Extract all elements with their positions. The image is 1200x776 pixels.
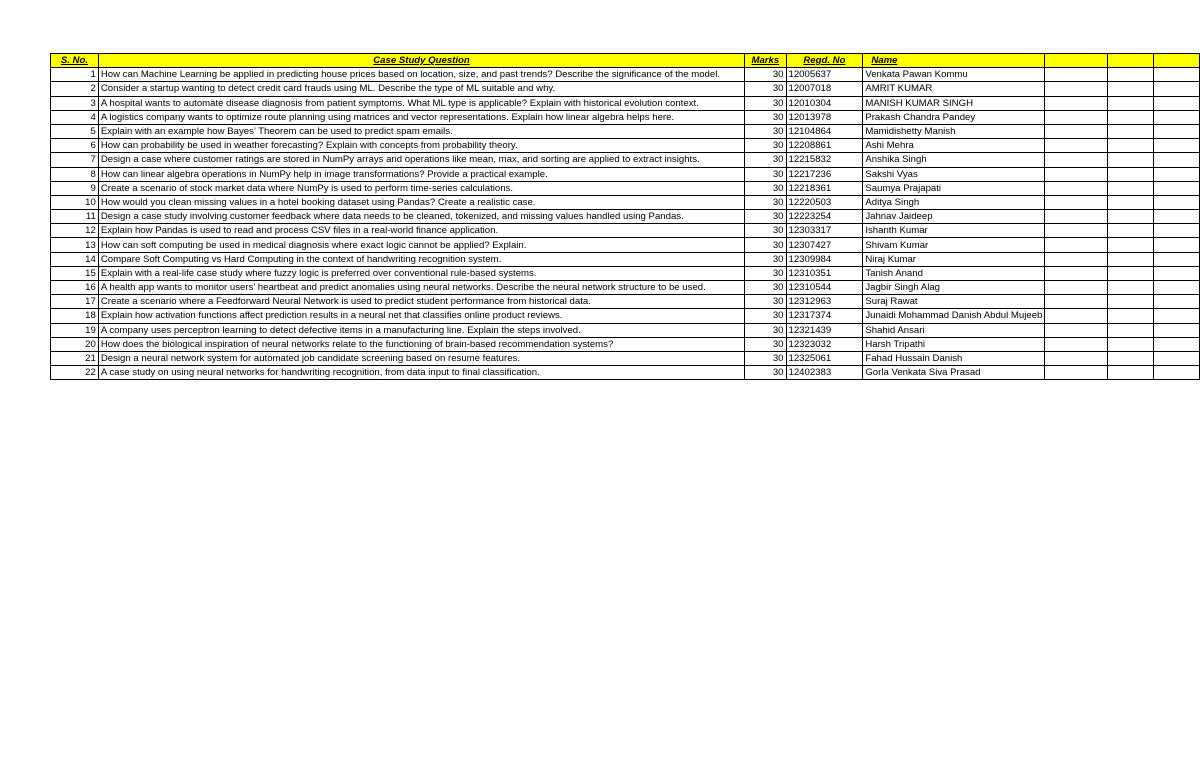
name-cell[interactable]: Aditya Singh: [863, 195, 1045, 209]
case-study-sheet: [50, 53, 1200, 380]
sno-cell[interactable]: 11: [51, 210, 99, 224]
header-sno[interactable]: S. No.: [51, 54, 99, 68]
empty-cell[interactable]: [1108, 252, 1154, 266]
empty-cell[interactable]: [1108, 295, 1154, 309]
sno-cell[interactable]: 19: [51, 323, 99, 337]
empty-cell[interactable]: [1154, 68, 1200, 82]
marks-cell[interactable]: 30: [745, 238, 786, 252]
marks-cell[interactable]: 30: [745, 68, 786, 82]
empty-cell[interactable]: [1108, 366, 1154, 380]
table-row: [51, 252, 1200, 266]
name-cell[interactable]: Venkata Pawan Kommu: [863, 68, 1045, 82]
sno-cell[interactable]: 10: [51, 195, 99, 209]
marks-cell[interactable]: 30: [745, 167, 786, 181]
table-body: [51, 68, 1200, 380]
sno-cell[interactable]: 6: [51, 139, 99, 153]
table-row: [51, 82, 1200, 96]
name-cell[interactable]: Anshika Singh: [863, 153, 1045, 167]
name-cell[interactable]: Shahid Ansari: [863, 323, 1045, 337]
question-cell[interactable]: Design a case study involving customer feedback where data needs to be cleaned, tokenized, and missing values handled using Pandas.: [98, 210, 744, 224]
empty-cell[interactable]: [1108, 68, 1154, 82]
name-cell[interactable]: Ashi Mehra: [863, 139, 1045, 153]
table-row: [51, 337, 1200, 351]
regd-cell[interactable]: 12321439: [786, 323, 863, 337]
marks-cell[interactable]: 30: [745, 195, 786, 209]
name-cell[interactable]: MANISH KUMAR SINGH: [863, 96, 1045, 110]
name-cell[interactable]: AMRIT KUMAR: [863, 82, 1045, 96]
empty-cell[interactable]: [1154, 323, 1200, 337]
empty-cell[interactable]: [1154, 366, 1200, 380]
table-row: [51, 295, 1200, 309]
question-cell[interactable]: How can probability be used in weather forecasting? Explain with concepts from probability theory.: [98, 139, 744, 153]
sno-cell[interactable]: 1: [51, 68, 99, 82]
table-row: [51, 167, 1200, 181]
regd-cell[interactable]: 12218361: [786, 181, 863, 195]
empty-cell[interactable]: [1154, 110, 1200, 124]
empty-cell[interactable]: [1045, 337, 1108, 351]
empty-cell[interactable]: [1045, 167, 1108, 181]
sno-cell[interactable]: 2: [51, 82, 99, 96]
empty-cell[interactable]: [1154, 153, 1200, 167]
empty-cell[interactable]: [1045, 224, 1108, 238]
marks-cell[interactable]: 30: [745, 82, 786, 96]
empty-cell[interactable]: [1108, 153, 1154, 167]
empty-cell[interactable]: [1154, 96, 1200, 110]
empty-cell[interactable]: [1108, 195, 1154, 209]
empty-cell[interactable]: [1154, 281, 1200, 295]
name-cell[interactable]: Harsh Tripathi: [863, 337, 1045, 351]
empty-cell[interactable]: [1045, 295, 1108, 309]
name-cell[interactable]: Jahnav Jaideep: [863, 210, 1045, 224]
empty-cell[interactable]: [1108, 124, 1154, 138]
empty-cell[interactable]: [1154, 238, 1200, 252]
header-regd[interactable]: Regd. No: [786, 54, 863, 68]
empty-cell[interactable]: [1108, 210, 1154, 224]
sno-cell[interactable]: 12: [51, 224, 99, 238]
question-cell[interactable]: Design a neural network system for automated job candidate screening based on resume features.: [98, 351, 744, 365]
empty-cell[interactable]: [1045, 238, 1108, 252]
marks-cell[interactable]: 30: [745, 252, 786, 266]
empty-cell[interactable]: [1154, 337, 1200, 351]
sno-cell[interactable]: 8: [51, 167, 99, 181]
regd-cell[interactable]: 12007018: [786, 82, 863, 96]
sno-cell[interactable]: 13: [51, 238, 99, 252]
sno-cell[interactable]: 5: [51, 124, 99, 138]
empty-cell[interactable]: [1045, 351, 1108, 365]
empty-cell[interactable]: [1108, 281, 1154, 295]
name-cell[interactable]: Saumya Prajapati: [863, 181, 1045, 195]
question-cell[interactable]: How can Machine Learning be applied in predicting house prices based on location, size, and past trends? Describe the significance of the model.: [98, 68, 744, 82]
regd-cell[interactable]: 12104864: [786, 124, 863, 138]
sno-cell[interactable]: 9: [51, 181, 99, 195]
marks-cell[interactable]: 30: [745, 181, 786, 195]
empty-cell[interactable]: [1045, 210, 1108, 224]
empty-cell[interactable]: [1108, 181, 1154, 195]
empty-cell[interactable]: [1154, 195, 1200, 209]
question-cell[interactable]: Explain how Pandas is used to read and process CSV files in a real-world finance application.: [98, 224, 744, 238]
empty-cell[interactable]: [1154, 266, 1200, 280]
header-empty-cell[interactable]: [1045, 54, 1108, 68]
question-cell[interactable]: Explain how activation functions affect prediction results in a neural net that classifies online product reviews.: [98, 309, 744, 323]
table-row: [51, 110, 1200, 124]
marks-cell[interactable]: 30: [745, 323, 786, 337]
name-cell[interactable]: Sakshi Vyas: [863, 167, 1045, 181]
empty-cell[interactable]: [1045, 124, 1108, 138]
name-cell[interactable]: Suraj Rawat: [863, 295, 1045, 309]
marks-cell[interactable]: 30: [745, 266, 786, 280]
empty-cell[interactable]: [1154, 224, 1200, 238]
marks-cell[interactable]: 30: [745, 337, 786, 351]
header-marks[interactable]: Marks: [745, 54, 786, 68]
question-cell[interactable]: How would you clean missing values in a hotel booking dataset using Pandas? Create a realistic case.: [98, 195, 744, 209]
name-cell[interactable]: Gorla Venkata Siva Prasad: [863, 366, 1045, 380]
marks-cell[interactable]: 30: [745, 224, 786, 238]
empty-cell[interactable]: [1108, 309, 1154, 323]
empty-cell[interactable]: [1045, 68, 1108, 82]
name-cell[interactable]: Mamidishetty Manish: [863, 124, 1045, 138]
question-cell[interactable]: A hospital wants to automate disease diagnosis from patient symptoms. What ML type is applicable? Explain with historical evolution context.: [98, 96, 744, 110]
empty-cell[interactable]: [1045, 266, 1108, 280]
header-row: [51, 54, 1200, 68]
marks-cell[interactable]: 30: [745, 139, 786, 153]
empty-cell[interactable]: [1045, 281, 1108, 295]
table-row: [51, 238, 1200, 252]
marks-cell[interactable]: 30: [745, 309, 786, 323]
sno-cell[interactable]: 3: [51, 96, 99, 110]
question-cell[interactable]: Compare Soft Computing vs Hard Computing in the context of handwriting recognition system.: [98, 252, 744, 266]
question-cell[interactable]: Create a scenario of stock market data where NumPy is used to perform time-series calculations.: [98, 181, 744, 195]
table-row: [51, 124, 1200, 138]
empty-cell[interactable]: [1045, 82, 1108, 96]
empty-cell[interactable]: [1108, 266, 1154, 280]
regd-cell[interactable]: 12325061: [786, 351, 863, 365]
regd-cell[interactable]: 12217236: [786, 167, 863, 181]
empty-cell[interactable]: [1108, 139, 1154, 153]
empty-cell[interactable]: [1108, 224, 1154, 238]
name-cell[interactable]: Ishanth Kumar: [863, 224, 1045, 238]
question-cell[interactable]: Explain with a real-life case study where fuzzy logic is preferred over conventional rule-based systems.: [98, 266, 744, 280]
name-cell[interactable]: Junaidi Mohammad Danish Abdul Mujeeb: [863, 309, 1045, 323]
marks-cell[interactable]: 30: [745, 366, 786, 380]
table-row: [51, 210, 1200, 224]
marks-cell[interactable]: 30: [745, 124, 786, 138]
regd-cell[interactable]: 12220503: [786, 195, 863, 209]
regd-cell[interactable]: 12402383: [786, 366, 863, 380]
empty-cell[interactable]: [1045, 252, 1108, 266]
regd-cell[interactable]: 12310351: [786, 266, 863, 280]
sno-cell[interactable]: 17: [51, 295, 99, 309]
empty-cell[interactable]: [1045, 139, 1108, 153]
question-cell[interactable]: A health app wants to monitor users’ heartbeat and predict anomalies using neural networks. Describe the neural network structure to be used.: [98, 281, 744, 295]
marks-cell[interactable]: 30: [745, 96, 786, 110]
empty-cell[interactable]: [1154, 82, 1200, 96]
header-empty-cell[interactable]: [1154, 54, 1200, 68]
table-row: [51, 68, 1200, 82]
sno-cell[interactable]: 4: [51, 110, 99, 124]
empty-cell[interactable]: [1154, 210, 1200, 224]
empty-cell[interactable]: [1045, 181, 1108, 195]
name-cell[interactable]: Prakash Chandra Pandey: [863, 110, 1045, 124]
table-row: [51, 351, 1200, 365]
regd-cell[interactable]: 12309984: [786, 252, 863, 266]
table-row: [51, 366, 1200, 380]
empty-cell[interactable]: [1108, 110, 1154, 124]
header-name[interactable]: Name: [863, 54, 1045, 68]
empty-cell[interactable]: [1045, 96, 1108, 110]
name-cell[interactable]: Fahad Hussain Danish: [863, 351, 1045, 365]
empty-cell[interactable]: [1108, 167, 1154, 181]
table-row: [51, 153, 1200, 167]
empty-cell[interactable]: [1045, 153, 1108, 167]
regd-cell[interactable]: 12323032: [786, 337, 863, 351]
marks-cell[interactable]: 30: [745, 351, 786, 365]
sno-cell[interactable]: 22: [51, 366, 99, 380]
empty-cell[interactable]: [1154, 309, 1200, 323]
regd-cell[interactable]: 12005637: [786, 68, 863, 82]
header-empty-cell[interactable]: [1108, 54, 1154, 68]
empty-cell[interactable]: [1154, 252, 1200, 266]
marks-cell[interactable]: 30: [745, 153, 786, 167]
sno-cell[interactable]: 14: [51, 252, 99, 266]
empty-cell[interactable]: [1154, 295, 1200, 309]
empty-cell[interactable]: [1154, 181, 1200, 195]
table-row: [51, 309, 1200, 323]
marks-cell[interactable]: 30: [745, 110, 786, 124]
empty-cell[interactable]: [1154, 124, 1200, 138]
regd-cell[interactable]: 12317374: [786, 309, 863, 323]
sno-cell[interactable]: 16: [51, 281, 99, 295]
empty-cell[interactable]: [1045, 195, 1108, 209]
empty-cell[interactable]: [1108, 337, 1154, 351]
question-cell[interactable]: Create a scenario where a Feedforward Neural Network is used to predict student performance from historical data.: [98, 295, 744, 309]
empty-cell[interactable]: [1045, 366, 1108, 380]
sno-cell[interactable]: 21: [51, 351, 99, 365]
name-cell[interactable]: Jagbir Singh Alag: [863, 281, 1045, 295]
table-row: [51, 266, 1200, 280]
table-row: [51, 181, 1200, 195]
question-cell[interactable]: A case study on using neural networks for handwriting recognition, from data input to final classification.: [98, 366, 744, 380]
table-row: [51, 281, 1200, 295]
header-question[interactable]: Case Study Question: [98, 54, 744, 68]
question-cell[interactable]: A company uses perceptron learning to detect defective items in a manufacturing line. Explain the steps involved.: [98, 323, 744, 337]
empty-cell[interactable]: [1154, 351, 1200, 365]
name-cell[interactable]: Tanish Anand: [863, 266, 1045, 280]
table-row: [51, 323, 1200, 337]
empty-cell[interactable]: [1108, 96, 1154, 110]
sno-cell[interactable]: 20: [51, 337, 99, 351]
marks-cell[interactable]: 30: [745, 295, 786, 309]
question-cell[interactable]: Explain with an example how Bayes’ Theorem can be used to predict spam emails.: [98, 124, 744, 138]
marks-cell[interactable]: 30: [745, 210, 786, 224]
name-cell[interactable]: Niraj Kumar: [863, 252, 1045, 266]
empty-cell[interactable]: [1154, 139, 1200, 153]
name-cell[interactable]: Shivam Kumar: [863, 238, 1045, 252]
table-row: [51, 195, 1200, 209]
question-cell[interactable]: How does the biological inspiration of neural networks relate to the functioning of brain-based recommendation systems?: [98, 337, 744, 351]
regd-cell[interactable]: 12013978: [786, 110, 863, 124]
regd-cell[interactable]: 12208861: [786, 139, 863, 153]
marks-cell[interactable]: 30: [745, 281, 786, 295]
sno-cell[interactable]: 15: [51, 266, 99, 280]
regd-cell[interactable]: 12303317: [786, 224, 863, 238]
regd-cell[interactable]: 12215832: [786, 153, 863, 167]
question-cell[interactable]: How can linear algebra operations in NumPy help in image transformations? Provide a practical example.: [98, 167, 744, 181]
regd-cell[interactable]: 12223254: [786, 210, 863, 224]
empty-cell[interactable]: [1154, 167, 1200, 181]
empty-cell[interactable]: [1108, 238, 1154, 252]
regd-cell[interactable]: 12310544: [786, 281, 863, 295]
empty-cell[interactable]: [1045, 323, 1108, 337]
sno-cell[interactable]: 7: [51, 153, 99, 167]
regd-cell[interactable]: 12312963: [786, 295, 863, 309]
regd-cell[interactable]: 12307427: [786, 238, 863, 252]
empty-cell[interactable]: [1045, 309, 1108, 323]
table-row: [51, 139, 1200, 153]
question-cell[interactable]: A logistics company wants to optimize route planning using matrices and vector representations. Explain how linear algebra helps here.: [98, 110, 744, 124]
sno-cell[interactable]: 18: [51, 309, 99, 323]
table-row: [51, 96, 1200, 110]
empty-cell[interactable]: [1108, 351, 1154, 365]
question-cell[interactable]: How can soft computing be used in medical diagnosis where exact logic cannot be applied? Explain.: [98, 238, 744, 252]
table-row: [51, 224, 1200, 238]
regd-cell[interactable]: 12010304: [786, 96, 863, 110]
empty-cell[interactable]: [1108, 323, 1154, 337]
empty-cell[interactable]: [1108, 82, 1154, 96]
empty-cell[interactable]: [1045, 110, 1108, 124]
question-cell[interactable]: Consider a startup wanting to detect credit card frauds using ML. Describe the type of ML suitable and why.: [98, 82, 744, 96]
question-cell[interactable]: Design a case where customer ratings are stored in NumPy arrays and operations like mean, max, and sorting are applied to extract insights.: [98, 153, 744, 167]
